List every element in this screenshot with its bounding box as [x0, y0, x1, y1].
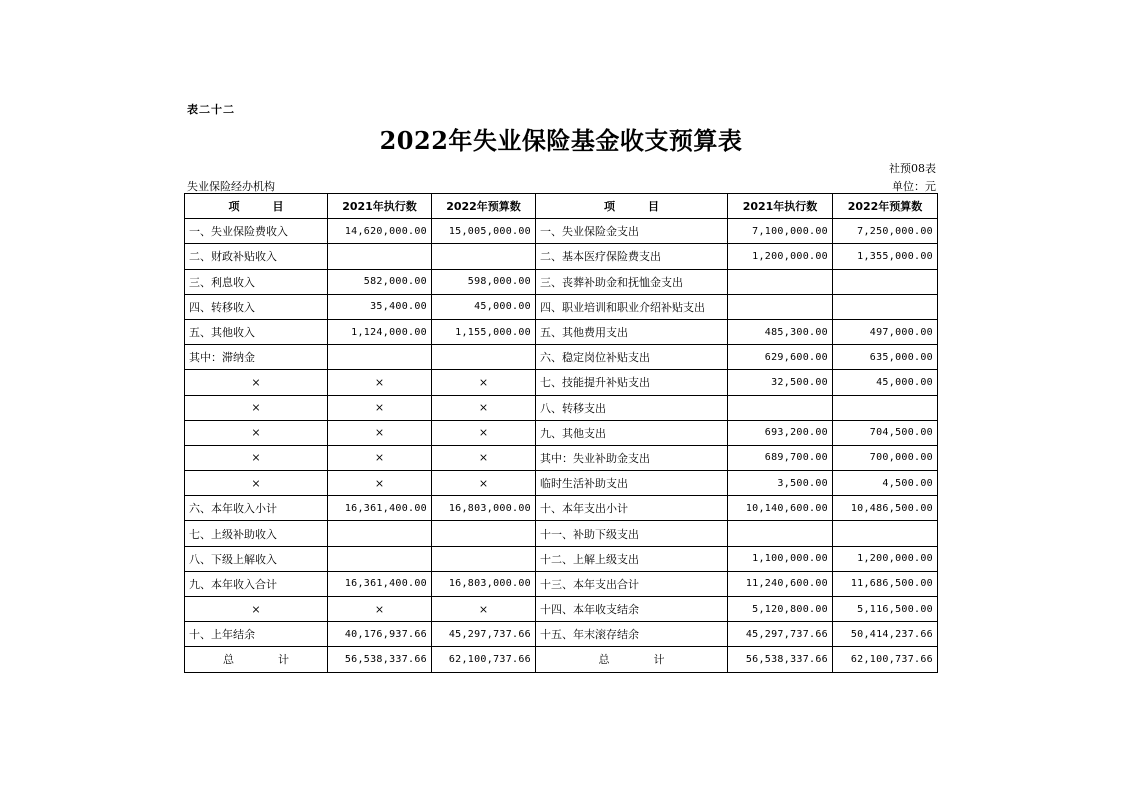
table-row — [185, 445, 938, 470]
table-cell-r-item: 二、基本医疗保险费支出 — [536, 244, 728, 269]
table-cell-r-2022: 1,355,000.00 — [833, 244, 938, 269]
table-cell-l-2021: 35,400.00 — [328, 294, 432, 319]
table-row — [185, 571, 938, 596]
table-row — [185, 345, 938, 370]
table-row — [185, 546, 938, 571]
table-cell-r-2022: 635,000.00 — [833, 345, 938, 370]
table-cell-l-2021 — [328, 521, 432, 546]
table-cell-r-2022 — [833, 269, 938, 294]
table-cell-r-2021 — [728, 294, 833, 319]
table-cell-r-2022: 1,200,000.00 — [833, 546, 938, 571]
column-header-expense-2021: 2021年执行数 — [728, 194, 833, 219]
table-row — [185, 496, 938, 521]
table-cell-l-2022: × — [432, 597, 536, 622]
table-cell-l-2022 — [432, 345, 536, 370]
table-cell-r-2022: 7,250,000.00 — [833, 219, 938, 244]
table-row — [185, 420, 938, 445]
table-cell-l-item: 七、上级补助收入 — [185, 521, 328, 546]
table-number-label: 表二十二 — [187, 103, 235, 116]
table-cell-l-2021 — [328, 546, 432, 571]
table-cell-r-item: 其中：失业补助金支出 — [536, 445, 728, 470]
table-cell-l-2022: × — [432, 420, 536, 445]
table-cell-l-2021: × — [328, 471, 432, 496]
column-header-income-2022: 2022年预算数 — [432, 194, 536, 219]
table-cell-r-2021 — [728, 521, 833, 546]
column-header-income-item: 项 目 — [185, 194, 328, 219]
table-cell-l-2022: 16,803,000.00 — [432, 496, 536, 521]
table-cell-l-item: × — [185, 420, 328, 445]
table-cell-r-2021: 689,700.00 — [728, 445, 833, 470]
table-cell-r-2021 — [728, 269, 833, 294]
table-row — [185, 471, 938, 496]
currency-unit: 单位：元 — [892, 180, 936, 193]
table-cell-l-2022: 62,100,737.66 — [432, 647, 536, 672]
table-cell-r-2021: 11,240,600.00 — [728, 571, 833, 596]
table-cell-r-2021: 1,100,000.00 — [728, 546, 833, 571]
table-cell-r-2021: 10,140,600.00 — [728, 496, 833, 521]
table-body — [185, 219, 938, 672]
table-cell-l-item: × — [185, 370, 328, 395]
table-cell-l-2022: 45,000.00 — [432, 294, 536, 319]
table-cell-r-2022: 10,486,500.00 — [833, 496, 938, 521]
organization-name: 失业保险经办机构 — [187, 180, 275, 193]
table-cell-l-2021: 16,361,400.00 — [328, 571, 432, 596]
table-cell-r-2021: 485,300.00 — [728, 319, 833, 344]
table-cell-r-item: 七、技能提升补贴支出 — [536, 370, 728, 395]
table-cell-l-item: 其中：滞纳金 — [185, 345, 328, 370]
table-cell-r-2022: 704,500.00 — [833, 420, 938, 445]
table-cell-r-item: 十一、补助下级支出 — [536, 521, 728, 546]
table-row — [185, 370, 938, 395]
table-cell-l-2021: × — [328, 597, 432, 622]
table-cell-l-2022: × — [432, 471, 536, 496]
table-cell-r-2022 — [833, 294, 938, 319]
page-title: 2022年失业保险基金收支预算表 — [379, 126, 743, 155]
table-cell-r-item: 八、转移支出 — [536, 395, 728, 420]
table-cell-r-item: 四、职业培训和职业介绍补贴支出 — [536, 294, 728, 319]
column-header-expense-2022: 2022年预算数 — [833, 194, 938, 219]
table-cell-l-2021: 40,176,937.66 — [328, 622, 432, 647]
table-cell-l-2021 — [328, 345, 432, 370]
table-cell-r-2021: 56,538,337.66 — [728, 647, 833, 672]
table-row — [185, 269, 938, 294]
table-cell-r-item: 十四、本年收支结余 — [536, 597, 728, 622]
table-cell-l-2021: × — [328, 445, 432, 470]
table-cell-r-item: 三、丧葬补助金和抚恤金支出 — [536, 269, 728, 294]
column-header-income-2021: 2021年执行数 — [328, 194, 432, 219]
table-row — [185, 319, 938, 344]
table-cell-l-2021: 582,000.00 — [328, 269, 432, 294]
table-cell-r-2021: 1,200,000.00 — [728, 244, 833, 269]
table-cell-l-2021: × — [328, 420, 432, 445]
table-cell-r-2021: 693,200.00 — [728, 420, 833, 445]
table-cell-l-item: × — [185, 445, 328, 470]
table-cell-l-item: 六、本年收入小计 — [185, 496, 328, 521]
table-cell-l-item: 一、失业保险费收入 — [185, 219, 328, 244]
budget-table — [184, 193, 938, 673]
table-cell-l-2021: × — [328, 395, 432, 420]
table-row — [185, 597, 938, 622]
table-cell-l-2021: 56,538,337.66 — [328, 647, 432, 672]
form-code: 社预08表 — [889, 162, 936, 175]
table-cell-r-item: 十三、本年支出合计 — [536, 571, 728, 596]
table-cell-l-2022: × — [432, 395, 536, 420]
table-cell-r-2021: 3,500.00 — [728, 471, 833, 496]
table-cell-l-2021: × — [328, 370, 432, 395]
table-cell-l-2022 — [432, 546, 536, 571]
table-cell-r-2021: 7,100,000.00 — [728, 219, 833, 244]
table-cell-r-item: 十五、年末滚存结余 — [536, 622, 728, 647]
table-cell-r-2022: 50,414,237.66 — [833, 622, 938, 647]
table-cell-l-2022: 598,000.00 — [432, 269, 536, 294]
table-cell-l-item: 三、利息收入 — [185, 269, 328, 294]
table-cell-l-2022 — [432, 521, 536, 546]
table-cell-l-2022 — [432, 244, 536, 269]
table-cell-r-2022: 45,000.00 — [833, 370, 938, 395]
table-cell-r-item: 五、其他费用支出 — [536, 319, 728, 344]
table-cell-r-2022: 700,000.00 — [833, 445, 938, 470]
table-cell-l-item: 九、本年收入合计 — [185, 571, 328, 596]
table-cell-l-item: 五、其他收入 — [185, 319, 328, 344]
table-cell-l-2022: 1,155,000.00 — [432, 319, 536, 344]
table-cell-r-item: 九、其他支出 — [536, 420, 728, 445]
table-cell-r-2022: 11,686,500.00 — [833, 571, 938, 596]
table-cell-l-2021: 16,361,400.00 — [328, 496, 432, 521]
table-cell-l-item: × — [185, 395, 328, 420]
table-cell-l-2021: 14,620,000.00 — [328, 219, 432, 244]
table-cell-l-2022: 45,297,737.66 — [432, 622, 536, 647]
table-cell-r-item: 六、稳定岗位补贴支出 — [536, 345, 728, 370]
table-cell-r-item: 十、本年支出小计 — [536, 496, 728, 521]
table-cell-r-2022: 497,000.00 — [833, 319, 938, 344]
table-cell-r-2022: 5,116,500.00 — [833, 597, 938, 622]
table-row — [185, 395, 938, 420]
table-row — [185, 219, 938, 244]
table-cell-r-2021 — [728, 395, 833, 420]
table-row — [185, 294, 938, 319]
table-cell-r-2021: 629,600.00 — [728, 345, 833, 370]
table-row — [185, 521, 938, 546]
table-cell-r-2021: 32,500.00 — [728, 370, 833, 395]
table-cell-l-item: 四、转移收入 — [185, 294, 328, 319]
table-cell-r-2021: 5,120,800.00 — [728, 597, 833, 622]
table-cell-l-item: × — [185, 597, 328, 622]
table-cell-r-2022: 4,500.00 — [833, 471, 938, 496]
table-cell-l-2022: 16,803,000.00 — [432, 571, 536, 596]
table-cell-l-item: 八、下级上解收入 — [185, 546, 328, 571]
table-cell-r-item: 总 计 — [536, 647, 728, 672]
table-cell-l-item: 二、财政补贴收入 — [185, 244, 328, 269]
table-cell-l-2022: × — [432, 445, 536, 470]
table-cell-r-2022 — [833, 521, 938, 546]
table-cell-r-2022: 62,100,737.66 — [833, 647, 938, 672]
table-cell-r-item: 临时生活补助支出 — [536, 471, 728, 496]
table-cell-r-item: 一、失业保险金支出 — [536, 219, 728, 244]
table-cell-r-2021: 45,297,737.66 — [728, 622, 833, 647]
table-cell-r-item: 十二、上解上级支出 — [536, 546, 728, 571]
table-row — [185, 244, 938, 269]
table-cell-l-item: × — [185, 471, 328, 496]
table-cell-l-2021 — [328, 244, 432, 269]
table-cell-l-2021: 1,124,000.00 — [328, 319, 432, 344]
table-cell-l-item: 十、上年结余 — [185, 622, 328, 647]
table-cell-l-2022: 15,005,000.00 — [432, 219, 536, 244]
table-cell-r-2022 — [833, 395, 938, 420]
table-header-row — [185, 194, 938, 219]
table-cell-l-item: 总 计 — [185, 647, 328, 672]
table-cell-l-2022: × — [432, 370, 536, 395]
table-row — [185, 622, 938, 647]
column-header-expense-item: 项 目 — [536, 194, 728, 219]
table-row — [185, 647, 938, 672]
